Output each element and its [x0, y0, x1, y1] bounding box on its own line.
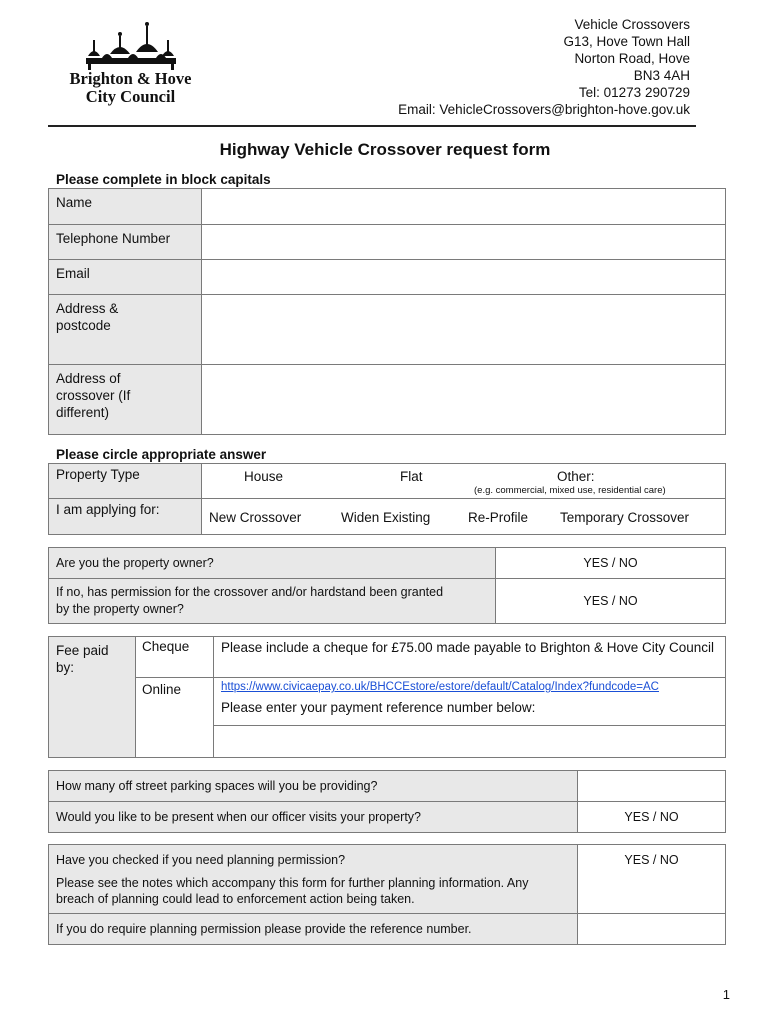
contact-address	[398, 16, 690, 118]
property-table	[48, 463, 726, 535]
page-number: 1	[722, 987, 730, 1002]
property-owner-answer[interactable]: YES / NO	[496, 548, 726, 579]
online-payment-link[interactable]: https://www.civicaepay.co.uk/BHCCEstore/estore/default/Catalog/Index?fundcode=AC	[221, 681, 659, 693]
address-field[interactable]	[202, 295, 726, 365]
telephone: Tel: 01273 290729	[578, 85, 690, 100]
fee-table	[48, 636, 726, 758]
telephone-field[interactable]	[202, 225, 726, 260]
name-label: Name	[49, 189, 202, 225]
payment-reference-field[interactable]	[214, 726, 726, 758]
option-re-profile[interactable]: Re-Profile	[468, 510, 529, 525]
name-field[interactable]	[202, 189, 726, 225]
personal-details-table	[48, 188, 726, 435]
address-label: Address & postcode	[49, 295, 202, 365]
planning-reference-field[interactable]	[578, 914, 726, 945]
property-type-label: Property Type	[49, 464, 202, 499]
cheque-label: Cheque	[136, 637, 214, 678]
option-widen-existing[interactable]: Widen Existing	[341, 510, 431, 525]
address-line: Norton Road, Hove	[574, 51, 690, 66]
officer-visit-answer[interactable]: YES / NO	[578, 802, 726, 833]
crossover-address-field[interactable]	[202, 365, 726, 435]
email-field[interactable]	[202, 260, 726, 295]
planning-permission-question: Have you checked if you need planning permission?	[56, 853, 346, 867]
planning-table	[48, 844, 726, 945]
logo-line-2: City Council	[85, 87, 176, 106]
crossover-address-label: Address of crossover (If different)	[49, 365, 202, 435]
officer-visit-question: Would you like to be present when our officer visits your property?	[49, 802, 578, 833]
option-flat[interactable]: Flat	[400, 469, 423, 484]
owner-permission-answer[interactable]: YES / NO	[496, 579, 726, 624]
parking-table	[48, 770, 726, 833]
online-label: Online	[136, 678, 214, 758]
cheque-instructions: Please include a cheque for £75.00 made payable to Brighton & Hove City Council	[214, 637, 726, 678]
address-line: BN3 4AH	[633, 68, 690, 83]
telephone-label: Telephone Number	[49, 225, 202, 260]
council-name	[58, 70, 203, 106]
planning-permission-cell	[49, 845, 578, 914]
logo-line-1: Brighton & Hove	[69, 69, 192, 88]
other-examples-note: (e.g. commercial, mixed use, residential care)	[474, 485, 666, 496]
option-other[interactable]: Other:	[557, 469, 595, 484]
option-new-crossover[interactable]: New Crossover	[209, 510, 302, 525]
planning-note: Please see the notes which accompany this form for further planning information. Any breach of planning could lead to enforcement action being taken.	[56, 876, 529, 906]
parking-spaces-question: How many off street parking spaces will you be providing?	[49, 771, 578, 802]
header-divider	[48, 125, 696, 127]
fee-paid-by-label: Fee paid by:	[49, 637, 136, 758]
email-label: Email	[49, 260, 202, 295]
address-line: G13, Hove Town Hall	[563, 34, 690, 49]
ownership-table	[48, 547, 726, 624]
applying-for-label: I am applying for:	[49, 499, 202, 535]
email-address: Email: VehicleCrossovers@brighton-hove.gov.uk	[398, 102, 690, 117]
form-title: Highway Vehicle Crossover request form	[219, 140, 551, 159]
payment-reference-prompt: Please enter your payment reference number below:	[221, 700, 536, 715]
property-owner-question: Are you the property owner?	[49, 548, 496, 579]
block-capitals-instruction: Please complete in block capitals	[56, 172, 271, 187]
owner-permission-question: If no, has permission for the crossover and/or hardstand been granted by the property owner?	[49, 579, 496, 624]
address-line: Vehicle Crossovers	[574, 17, 690, 32]
planning-permission-answer[interactable]: YES / NO	[578, 845, 726, 914]
planning-reference-question: If you do require planning permission please provide the reference number.	[49, 914, 578, 945]
option-house[interactable]: House	[244, 469, 284, 484]
option-temporary-crossover[interactable]: Temporary Crossover	[560, 510, 690, 525]
circle-answer-instruction: Please circle appropriate answer	[56, 447, 267, 462]
parking-spaces-field[interactable]	[578, 771, 726, 802]
